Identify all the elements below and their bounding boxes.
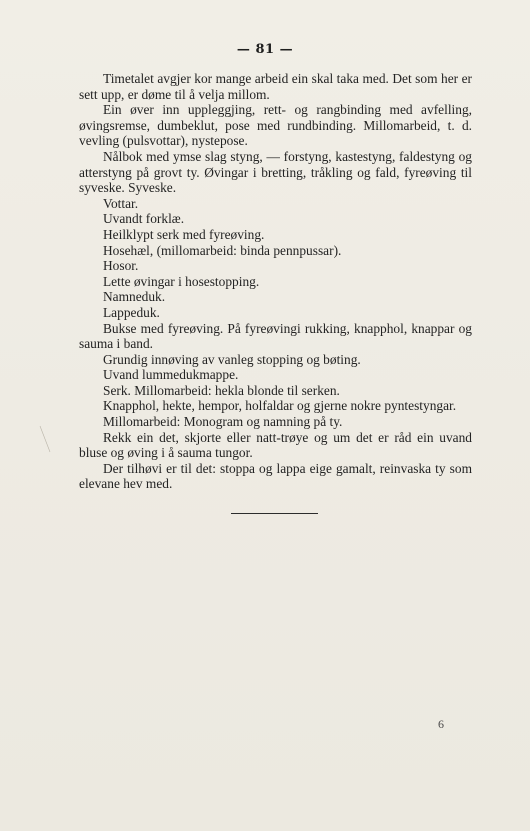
list-item: Namneduk. — [103, 289, 166, 305]
list-item: Lappeduk. — [103, 304, 160, 320]
list-item: Serk. Millomarbeid: hekla blonde til serken. — [103, 382, 340, 398]
list-item: Heilklypt serk med fyreøving. — [103, 226, 265, 242]
list-item: Hosor. — [103, 258, 139, 274]
list-item: Grundig innøving av vanleg stopping og bøting. — [103, 351, 361, 367]
list-item: Lette øvingar i hosestopping. — [103, 273, 260, 289]
paragraph: Ein øver inn uppleggjing, rett- og rangbinding med avfelling, øvingsremse, dumbeklut, pose med rundbinding. Millomarbeid, t. d. vevling (pulsvottar), nystepose. — [79, 102, 472, 149]
list-item: Uvand lummedukmappe. — [103, 367, 239, 383]
list-item: Millomarbeid: Monogram og namning på ty. — [103, 414, 343, 430]
section-divider — [231, 513, 318, 514]
list-item: Uvandt forklæ. — [103, 211, 185, 227]
paper-speck-icon — [38, 424, 52, 454]
paragraph: Rekk ein det, skjorte eller natt-trøye og um det er råd ein uvand bluse og øving i å sauma tungor. — [79, 429, 472, 461]
printer-signature: 6 — [438, 717, 444, 731]
paragraph: Timetalet avgjer kor mange arbeid ein skal taka med. Det som her er sett upp, er døme til å velja millom. — [79, 71, 472, 102]
list-item: Hosehæl, (millomarbeid: binda pennpussar). — [103, 242, 342, 258]
body-text — [79, 71, 472, 492]
paragraph: Der tilhøvi er til det: stoppa og lappa eige gamalt, reinvaska ty som elevane hev med. — [79, 460, 472, 492]
paragraph: Nålbok med ymse slag styng, — forstyng, kastestyng, faldestyng og atterstyng på grovt ty. Øvingar i bretting, tråkling og fald, fyreøving til syveske. Syveske. — [79, 148, 472, 196]
list-item: Vottar. — [103, 195, 139, 211]
paragraph: Bukse med fyreøving. På fyreøvingi rukking, knapphol, knappar og sauma i band. — [79, 320, 472, 352]
paragraph: Knapphol, hekte, hempor, holfaldar og gjerne nokre pyntestyngar. — [103, 398, 457, 414]
page-number: — 81 — — [236, 42, 294, 57]
